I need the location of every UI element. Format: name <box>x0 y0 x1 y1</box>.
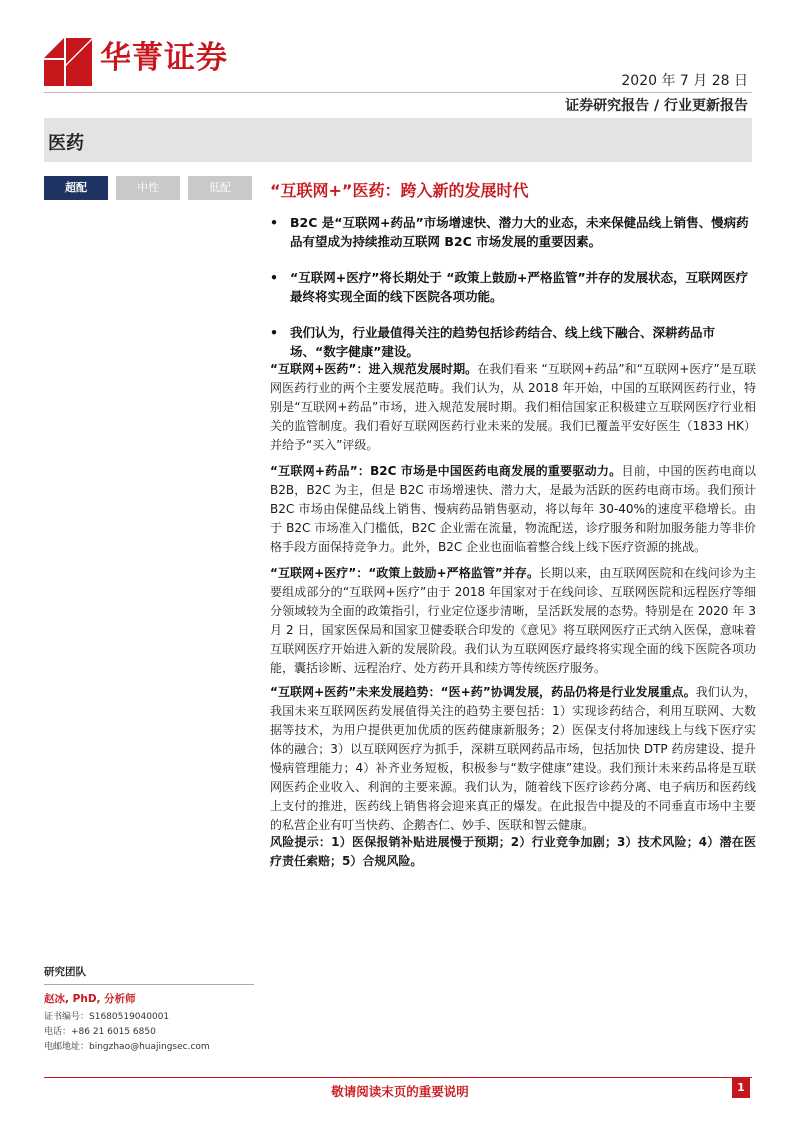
header-divider <box>44 92 752 93</box>
paragraph-lead: “互联网+药品”：B2C 市场是中国医药电商发展的重要驱动力。 <box>270 464 622 478</box>
analyst-email: 电邮地址：bingzhao@huajingsec.com <box>44 1042 210 1052</box>
rating-underweight: 低配 <box>188 176 252 200</box>
sector-name: 医药 <box>48 133 84 154</box>
key-points <box>270 213 756 378</box>
paragraph-body: 目前，中国的医药电商以 B2B，B2C 为主，但是 B2C 市场增速快、潜力大，是最为活跃的医药电商市场。我们预计 B2C 市场由保健品线上销售、慢病药品销售驱动，将以每年 30-40%的速度平稳增长。由于 B2C 市场准入门槛低，B2C 企业需在流量，物流配送，诊疗服务和附加服务能力等非价格手段方面保持竞争力。此外，B2C 企业也面临着整合线上线下医疗资源的挑战。 <box>270 464 756 554</box>
paragraph-body: 在我们看来 “互联网+药品”和“互联网+医疗”是互联网医药行业的两个主要发展范畴。我们认为，从 2018 年开始，中国的互联网医药行业，特别是“互联网+药品”市场，进入规范发展时期。我们相信国家正积极建立互联网医疗行业相关的监管制度。我们看好互联网医药行业未来的发展。我们已覆盖平安好医生（1833 HK）并给予“买入”评级。 <box>270 362 756 452</box>
rating-neutral: 中性 <box>116 176 180 200</box>
key-point: • B2C 是“互联网+药品”市场增速快、潜力大的业态，未来保健品线上销售、慢病药品有望成为持续推动互联网 B2C 市场发展的重要因素。 <box>270 213 756 251</box>
paragraph <box>270 462 756 557</box>
page-number: 1 <box>732 1078 750 1098</box>
paragraph-body: 长期以来，由互联网医院和在线问诊为主要组成部分的“互联网+医疗”由于 2018 年国家对于在线问诊、互联网医院和远程医疗等细分领域较为全面的政策指引，行业定位逐步清晰，呈活跃发展的态势。特别是在 2020 年 3 月 2 日，国家医保局和国家卫健委联合印发的《意见》将互联网医疗正式纳入医保，意味着互联网医疗开始进入新的发展阶段。我们认为互联网医疗最终将实现全面的线下医院各项功能，囊括诊断、远程治疗、处方药开具和续方等传统医疗服务。 <box>270 566 756 675</box>
paragraph <box>270 564 756 678</box>
brand-logo-icon <box>44 38 92 86</box>
sector-bar <box>44 118 752 162</box>
team-divider <box>44 984 254 985</box>
report-headline: “互联网+”医药：跨入新的发展时代 <box>270 181 529 200</box>
brand-name: 华菁证券 <box>100 40 228 76</box>
paragraph <box>270 360 756 455</box>
footer-disclaimer-note: 敬请阅读末页的重要说明 <box>331 1084 469 1099</box>
analyst-name: 赵冰, PhD, 分析师 <box>44 993 136 1005</box>
key-point: • 我们认为，行业最值得关注的趋势包括诊药结合、线上线下融合、深耕药品市场、“数字健康”建设。 <box>270 323 756 361</box>
report-date: 2020 年 7 月 28 日 <box>621 73 748 89</box>
key-point: • “互联网+医疗”将长期处于 “政策上鼓励+严格监管”并存的发展状态，互联网医疗最终将实现全面的线下医院各项功能。 <box>270 268 756 306</box>
paragraph-lead: “互联网+医药”未来发展趋势：“医+药”协调发展，药品仍将是行业发展重点。 <box>270 685 696 699</box>
paragraph <box>270 683 756 835</box>
risk-warning: 风险提示：1）医保报销补贴进展慢于预期；2）行业竞争加剧；3）技术风险；4）潜在医疗责任索赔；5）合规风险。 <box>270 835 756 868</box>
rating-overweight: 超配 <box>44 176 108 200</box>
analyst-phone: 电话：+86 21 6015 6850 <box>44 1027 156 1037</box>
analyst-cert: 证书编号：S1680519040001 <box>44 1012 170 1022</box>
paragraph-lead: “互联网+医疗”：“政策上鼓励+严格监管”并存。 <box>270 566 540 580</box>
footer-divider <box>44 1077 752 1078</box>
research-team <box>44 964 254 1055</box>
report-type: 证券研究报告 / 行业更新报告 <box>565 98 748 114</box>
paragraph-body: 我们认为，我国未来互联网医药发展值得关注的趋势主要包括：1）实现诊药结合，利用互联网、大数据等技术，为用户提供更加优质的医药健康新服务；2）医保支付将加速线上与线下医疗实体的融合；3）以互联网医疗为抓手，深耕互联网药品市场，包括加快 DTP 药房建设、提升慢病管理能力；4）补齐业务短板，积极参与“数字健康”建设。我们预计未来药品将是互联网医药企业收入、利润的主要来源。我们认为，随着线下医疗诊药分离、电子病历和医药线上支付的推进，医药线上销售将会迎来真正的爆发。在此报告中提及的不同垂直市场中主要的私营企业有叮当快药、企鹅杏仁、妙手、医联和智云健康。 <box>270 685 756 832</box>
paragraph-lead: “互联网+医药”：进入规范发展时期。 <box>270 362 478 376</box>
team-title: 研究团队 <box>44 966 86 978</box>
